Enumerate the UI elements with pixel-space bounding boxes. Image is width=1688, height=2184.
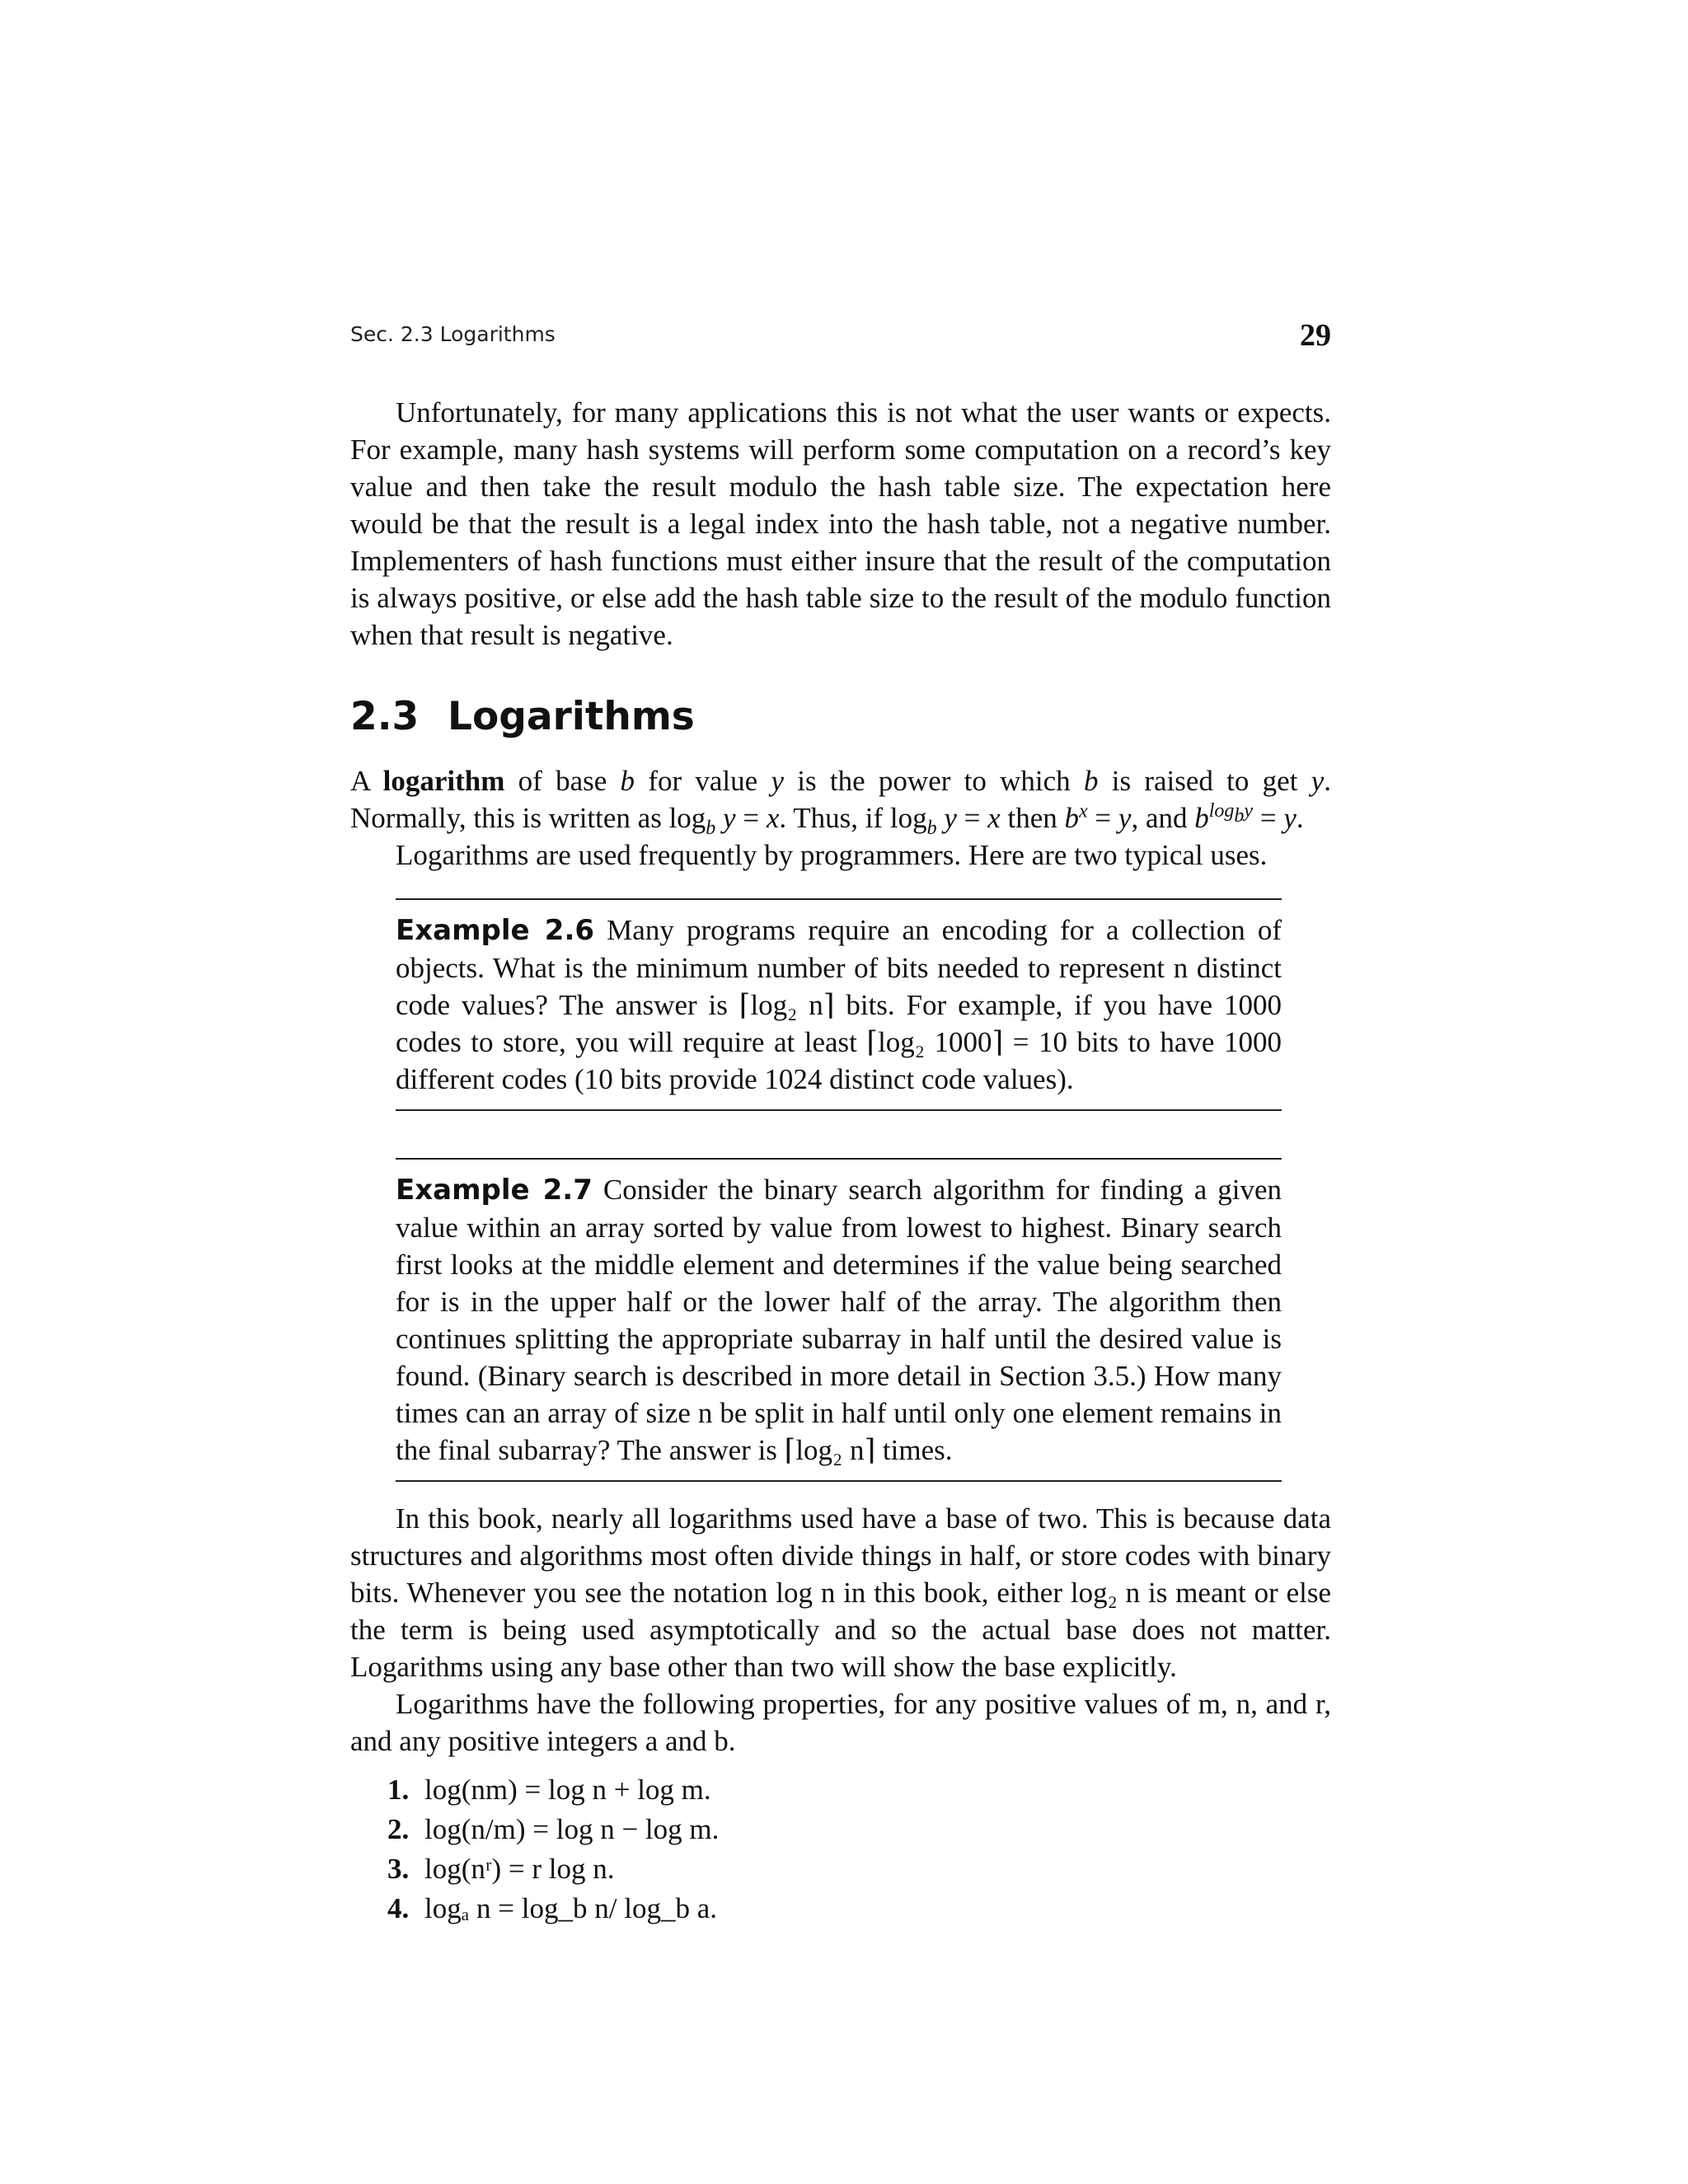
property-formula: log(n/m) = log n − log m.: [424, 1813, 720, 1845]
property-formula: logₐ n = log_b n/ log_b a.: [424, 1892, 717, 1924]
section-running-title: Sec. 2.3 Logarithms: [350, 322, 556, 346]
property-number: 2.: [387, 1813, 410, 1845]
intro-paragraph-block: [350, 394, 1331, 654]
example-2-7: [396, 1158, 1282, 1482]
property-item: [387, 1810, 719, 1849]
property-formula: log(nʳ) = r log n.: [424, 1853, 615, 1885]
property-item: [387, 1770, 719, 1810]
intro-paragraph: Unfortunately, for many applications this is not what the user wants or expects. For example, many hash systems will perform some computation on a record’s key value and then take the result modulo the hash table size. The expectation here would be that the result is a legal index into the hash table, not a negative number. Implementers of hash functions must either insure that the result of the computation is always positive, or else add the hash table size to the result of the modulo function when that result is negative.: [350, 396, 1331, 651]
properties-list: [387, 1770, 719, 1929]
example-2-7-label: Example 2.7: [396, 1174, 593, 1207]
property-formula: log(nm) = log n + log m.: [424, 1774, 711, 1806]
example-2-6: [396, 898, 1282, 1111]
property-number: 4.: [387, 1892, 410, 1924]
property-item: [387, 1889, 719, 1929]
running-header: [350, 317, 1331, 359]
section-number: 2.3: [350, 694, 420, 739]
page-number: 29: [1300, 318, 1331, 353]
property-number: 1.: [387, 1774, 410, 1806]
example-2-6-label: Example 2.6: [396, 914, 595, 947]
properties-intro: Logarithms have the following properties, for any positive values of m, n, and r, and any positive integers a and b.: [350, 1688, 1331, 1757]
example-2-7-text: Consider the binary search algorithm for finding a given value within an array sorted by value from lowest to highest. Binary search first looks at the middle element and determines if the value being searched for is in the upper half or the lower half of the array. The algorithm then continues splitting the appropriate subarray in half until the desired value is found. (Binary search is described in more detail in Section 3.5.) How many times can an array of size n be split in half until only one element remains in the final subarray? The answer is ⌈log₂ n⌉ times.: [396, 1174, 1282, 1466]
base-paragraph: In this book, nearly all logarithms used have a base of two. This is because data structures and algorithms most often divide things in half, or store codes with binary bits. Whenever you see the notation log n in this book, either log₂ n is meant or else the term is being used asymptotically and so the actual base does not matter. Logarithms using any base other than two will show the base explicitly.: [350, 1502, 1331, 1683]
definition-paragraph: A logarithm of base b for value y is the power to which b is raised to get y. Normally, this is written as $\log_b y = x$. Thus, if $\log_b y = x$ then $b^x = y$, and $b^{log_by} = y$.: [350, 765, 1331, 839]
logarithm-term: logarithm: [382, 765, 505, 797]
section-heading: [350, 694, 695, 739]
section-title: Logarithms: [448, 694, 695, 739]
example-2-6-text: Many programs require an encoding for a collection of objects. What is the minimum number of bits needed to represent n distinct code values? The answer is ⌈log₂ n⌉ bits. For example, if you have 1000 codes to store, you will require at least ⌈log₂ 1000⌉ = 10 bits to have 1000 different codes (10 bits provide 1024 distinct code values).: [396, 914, 1282, 1095]
property-number: 3.: [387, 1853, 410, 1885]
uses-line: Logarithms are used frequently by programmers. Here are two typical uses.: [396, 839, 1268, 871]
base-paragraph-block: [350, 1500, 1331, 1760]
property-item: [387, 1849, 719, 1889]
definition-block: [350, 762, 1331, 874]
